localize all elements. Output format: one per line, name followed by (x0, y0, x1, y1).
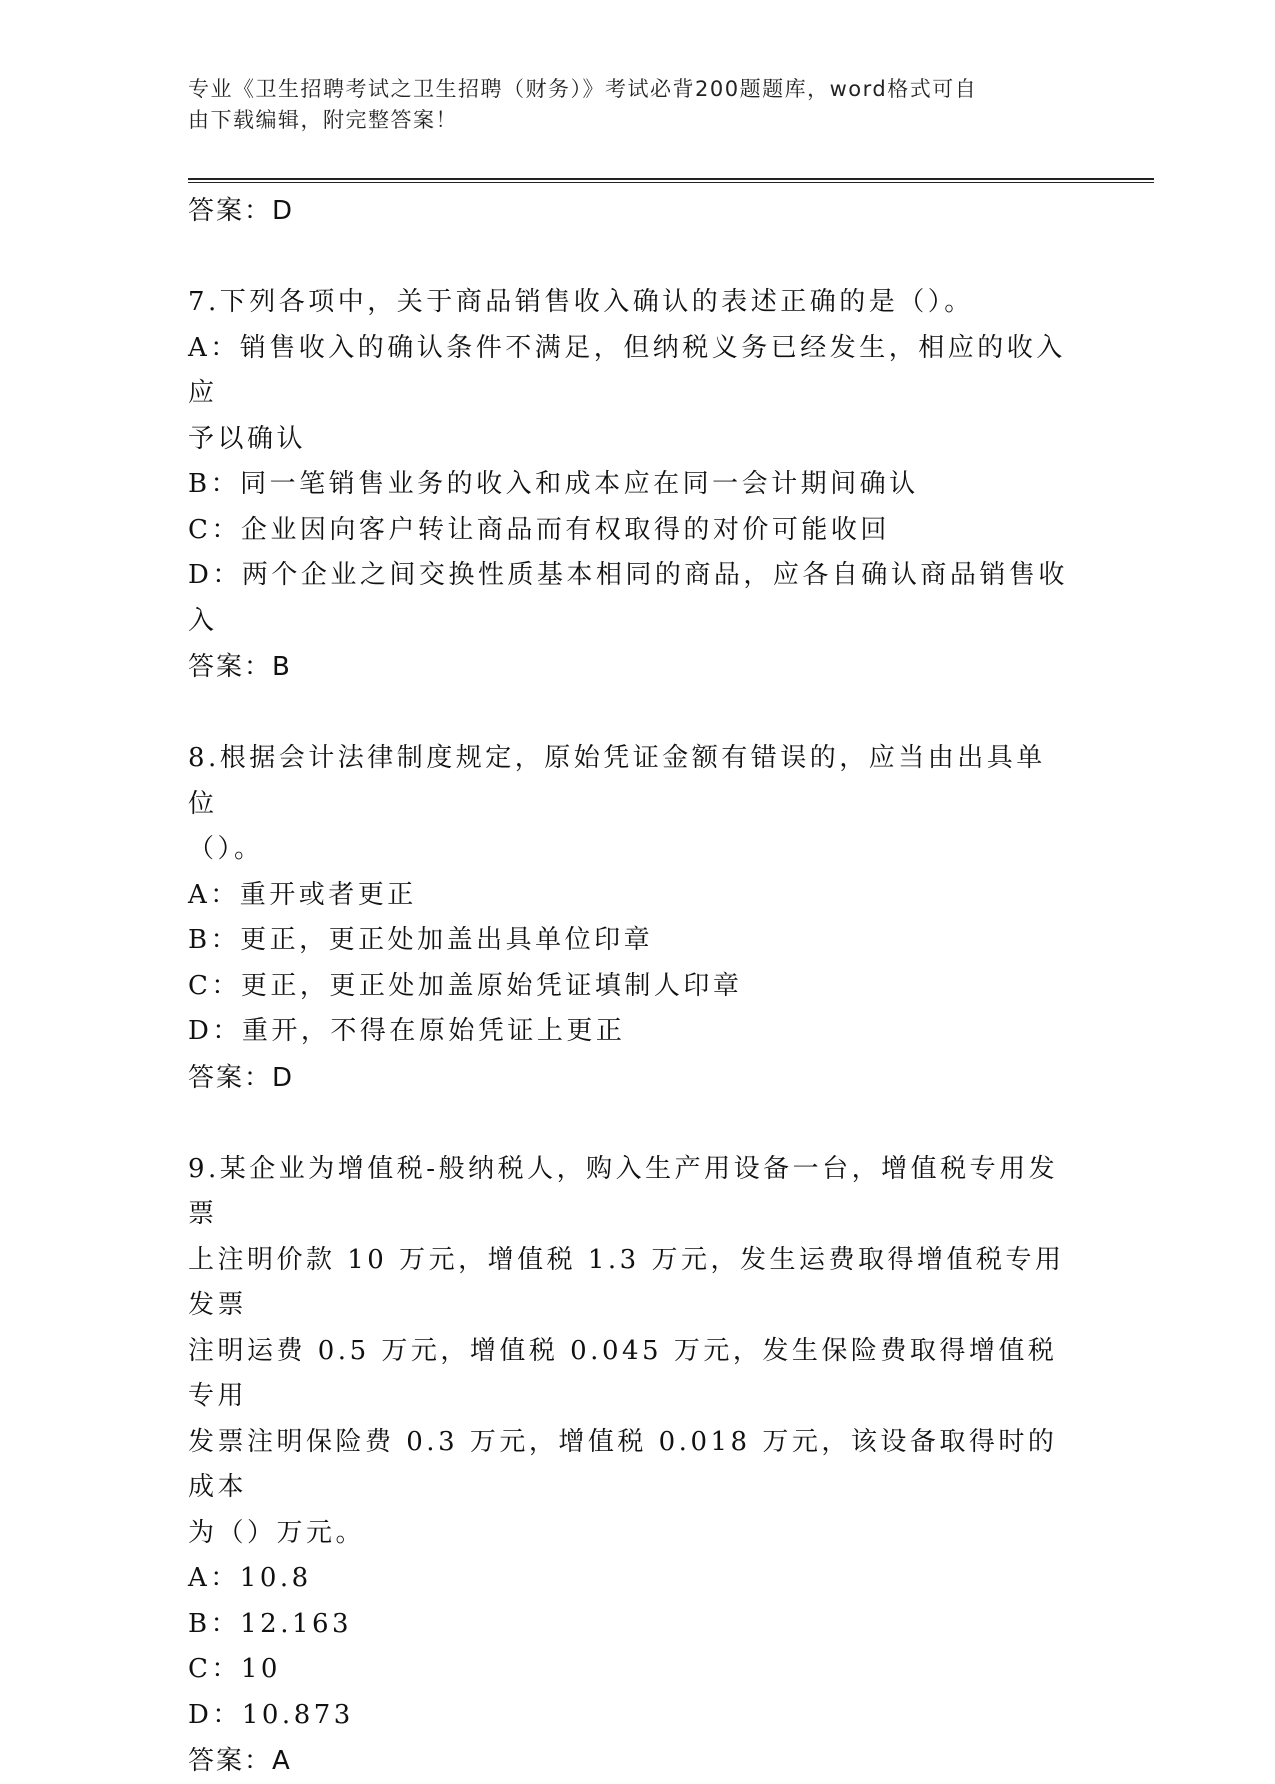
previous-answer: 答案：D (188, 188, 1088, 234)
question-answer: 答案：A (188, 1738, 1088, 1784)
header-title-line-1: 专业《卫生招聘考试之卫生招聘（财务）》考试必背200题题库，word格式可自 (188, 74, 1068, 105)
question-7 (188, 280, 1088, 690)
option-c: C：10 (188, 1647, 1088, 1693)
option-d: D：10.873 (188, 1693, 1088, 1739)
header-title-line-2: 由下载编辑，附完整答案！ (188, 105, 1068, 136)
question-stem-line-3: 注明运费 0.5 万元，增值税 0.045 万元，发生保险费取得增值税专用 (188, 1329, 1068, 1420)
question-stem-line-2: 上注明价款 10 万元，增值税 1.3 万元，发生运费取得增值税专用发票 (188, 1238, 1068, 1329)
option-a: A：10.8 (188, 1556, 1088, 1602)
question-stem-line-5: 为（）万元。 (188, 1511, 1068, 1557)
question-stem-continued: （）。 (188, 827, 1068, 873)
question-answer: 答案：B (188, 644, 1088, 690)
option-c: C：企业因向客户转让商品而有权取得的对价可能收回 (188, 508, 1088, 554)
option-c: C：更正，更正处加盖原始凭证填制人印章 (188, 964, 1088, 1010)
question-answer: 答案：D (188, 1055, 1088, 1101)
option-a: A：销售收入的确认条件不满足，但纳税义务已经发生，相应的收入应 (188, 326, 1088, 417)
question-stem: 8.根据会计法律制度规定，原始凭证金额有错误的，应当由出具单位 (188, 736, 1068, 827)
question-8 (188, 736, 1088, 1101)
option-b: B：12.163 (188, 1602, 1088, 1648)
option-d: D：两个企业之间交换性质基本相同的商品，应各自确认商品销售收入 (188, 553, 1088, 644)
option-a: A：重开或者更正 (188, 873, 1088, 919)
header-rule (188, 178, 1154, 180)
header-rule-thin (188, 182, 1154, 183)
question-9 (188, 1147, 1088, 1784)
question-stem: 9.某企业为增值税-般纳税人，购入生产用设备一台，增值税专用发票 (188, 1147, 1068, 1238)
document-header (188, 74, 1068, 136)
option-b: B：更正，更正处加盖出具单位印章 (188, 918, 1088, 964)
option-b: B：同一笔销售业务的收入和成本应在同一会计期间确认 (188, 462, 1088, 508)
option-a-continued: 予以确认 (188, 417, 1088, 463)
question-stem-line-4: 发票注明保险费 0.3 万元，增值税 0.018 万元，该设备取得时的成本 (188, 1420, 1068, 1511)
option-d: D：重开，不得在原始凭证上更正 (188, 1009, 1088, 1055)
question-stem: 7.下列各项中，关于商品销售收入确认的表述正确的是（）。 (188, 280, 1068, 326)
document-body (188, 188, 1088, 1784)
